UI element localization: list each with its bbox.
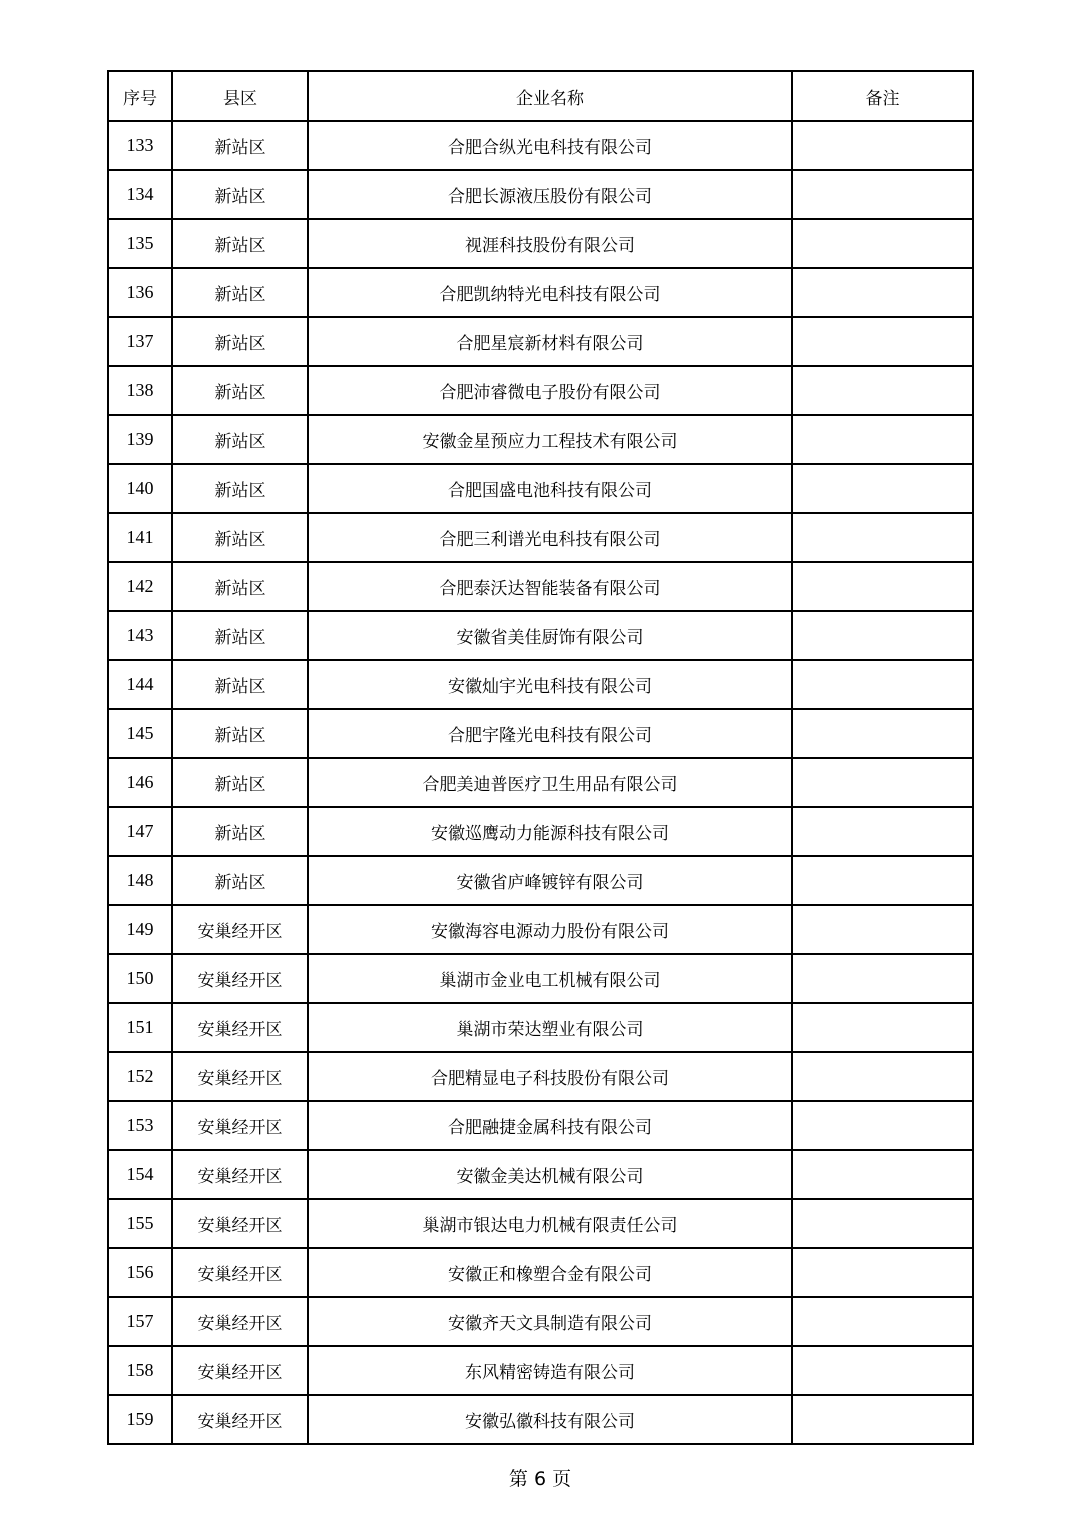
cell-enterprise-name: 合肥星宸新材料有限公司	[308, 317, 792, 366]
table-row	[108, 513, 973, 562]
cell-serial-number: 147	[108, 807, 172, 856]
cell-serial-number: 141	[108, 513, 172, 562]
table-row	[108, 1101, 973, 1150]
table-row	[108, 758, 973, 807]
cell-county: 新站区	[172, 758, 308, 807]
table-row	[108, 611, 973, 660]
table-body	[108, 121, 973, 1444]
table-row	[108, 464, 973, 513]
table-row	[108, 1248, 973, 1297]
cell-serial-number: 148	[108, 856, 172, 905]
cell-enterprise-name: 安徽金星预应力工程技术有限公司	[308, 415, 792, 464]
cell-serial-number: 144	[108, 660, 172, 709]
table-row	[108, 1199, 973, 1248]
table-row	[108, 366, 973, 415]
cell-enterprise-name: 安徽正和橡塑合金有限公司	[308, 1248, 792, 1297]
cell-remark	[792, 758, 973, 807]
cell-enterprise-name: 巢湖市银达电力机械有限责任公司	[308, 1199, 792, 1248]
cell-enterprise-name: 合肥长源液压股份有限公司	[308, 170, 792, 219]
table-row	[108, 1395, 973, 1444]
header-county: 县区	[172, 71, 308, 121]
cell-remark	[792, 611, 973, 660]
table-row	[108, 905, 973, 954]
cell-serial-number: 158	[108, 1346, 172, 1395]
cell-serial-number: 146	[108, 758, 172, 807]
table-row	[108, 856, 973, 905]
cell-enterprise-name: 安徽巡鹰动力能源科技有限公司	[308, 807, 792, 856]
table-header	[108, 71, 973, 121]
cell-enterprise-name: 合肥美迪普医疗卫生用品有限公司	[308, 758, 792, 807]
enterprise-list-table	[107, 70, 974, 1445]
cell-serial-number: 143	[108, 611, 172, 660]
cell-serial-number: 153	[108, 1101, 172, 1150]
cell-remark	[792, 1150, 973, 1199]
table-row	[108, 317, 973, 366]
cell-serial-number: 142	[108, 562, 172, 611]
cell-serial-number: 135	[108, 219, 172, 268]
cell-county: 新站区	[172, 709, 308, 758]
cell-county: 新站区	[172, 856, 308, 905]
cell-enterprise-name: 合肥精显电子科技股份有限公司	[308, 1052, 792, 1101]
cell-serial-number: 140	[108, 464, 172, 513]
table-row	[108, 121, 973, 170]
cell-county: 新站区	[172, 807, 308, 856]
cell-enterprise-name: 合肥合纵光电科技有限公司	[308, 121, 792, 170]
table-row	[108, 807, 973, 856]
cell-remark	[792, 121, 973, 170]
cell-enterprise-name: 合肥沛睿微电子股份有限公司	[308, 366, 792, 415]
cell-enterprise-name: 安徽海容电源动力股份有限公司	[308, 905, 792, 954]
cell-serial-number: 149	[108, 905, 172, 954]
cell-county: 安巢经开区	[172, 905, 308, 954]
cell-remark	[792, 1052, 973, 1101]
cell-serial-number: 134	[108, 170, 172, 219]
cell-serial-number: 139	[108, 415, 172, 464]
cell-county: 安巢经开区	[172, 1248, 308, 1297]
cell-remark	[792, 464, 973, 513]
table-row	[108, 219, 973, 268]
cell-county: 新站区	[172, 513, 308, 562]
enterprise-list-table-wrapper	[107, 70, 972, 1445]
cell-remark	[792, 954, 973, 1003]
cell-serial-number: 154	[108, 1150, 172, 1199]
table-row	[108, 1150, 973, 1199]
cell-county: 新站区	[172, 611, 308, 660]
header-remark: 备注	[792, 71, 973, 121]
cell-serial-number: 137	[108, 317, 172, 366]
cell-county: 安巢经开区	[172, 1101, 308, 1150]
table-row	[108, 268, 973, 317]
table-row	[108, 954, 973, 1003]
cell-remark	[792, 366, 973, 415]
header-serial-number: 序号	[108, 71, 172, 121]
header-enterprise-name: 企业名称	[308, 71, 792, 121]
cell-remark	[792, 219, 973, 268]
cell-enterprise-name: 合肥国盛电池科技有限公司	[308, 464, 792, 513]
cell-county: 新站区	[172, 464, 308, 513]
cell-enterprise-name: 合肥融捷金属科技有限公司	[308, 1101, 792, 1150]
table-row	[108, 1297, 973, 1346]
page-number: 第 6 页	[508, 1468, 572, 1490]
cell-county: 安巢经开区	[172, 1395, 308, 1444]
cell-county: 安巢经开区	[172, 1052, 308, 1101]
cell-remark	[792, 415, 973, 464]
cell-remark	[792, 660, 973, 709]
cell-enterprise-name: 安徽弘徽科技有限公司	[308, 1395, 792, 1444]
cell-enterprise-name: 安徽省美佳厨饰有限公司	[308, 611, 792, 660]
cell-serial-number: 133	[108, 121, 172, 170]
cell-enterprise-name: 合肥宇隆光电科技有限公司	[308, 709, 792, 758]
cell-county: 新站区	[172, 366, 308, 415]
cell-enterprise-name: 东风精密铸造有限公司	[308, 1346, 792, 1395]
cell-remark	[792, 170, 973, 219]
table-row	[108, 709, 973, 758]
cell-serial-number: 145	[108, 709, 172, 758]
cell-remark	[792, 905, 973, 954]
cell-county: 新站区	[172, 170, 308, 219]
cell-remark	[792, 1101, 973, 1150]
cell-county: 新站区	[172, 317, 308, 366]
cell-remark	[792, 709, 973, 758]
cell-enterprise-name: 视涯科技股份有限公司	[308, 219, 792, 268]
table-row	[108, 170, 973, 219]
table-row	[108, 1346, 973, 1395]
cell-enterprise-name: 巢湖市金业电工机械有限公司	[308, 954, 792, 1003]
cell-serial-number: 138	[108, 366, 172, 415]
cell-serial-number: 136	[108, 268, 172, 317]
cell-county: 新站区	[172, 121, 308, 170]
cell-remark	[792, 1003, 973, 1052]
cell-county: 安巢经开区	[172, 1003, 308, 1052]
table-row	[108, 660, 973, 709]
cell-enterprise-name: 合肥泰沃达智能装备有限公司	[308, 562, 792, 611]
cell-remark	[792, 1199, 973, 1248]
cell-serial-number: 159	[108, 1395, 172, 1444]
cell-serial-number: 151	[108, 1003, 172, 1052]
cell-remark	[792, 807, 973, 856]
cell-remark	[792, 1395, 973, 1444]
cell-remark	[792, 1346, 973, 1395]
cell-county: 安巢经开区	[172, 954, 308, 1003]
cell-county: 安巢经开区	[172, 1150, 308, 1199]
cell-remark	[792, 562, 973, 611]
cell-serial-number: 156	[108, 1248, 172, 1297]
cell-county: 安巢经开区	[172, 1199, 308, 1248]
cell-county: 新站区	[172, 268, 308, 317]
cell-remark	[792, 268, 973, 317]
cell-county: 安巢经开区	[172, 1297, 308, 1346]
cell-enterprise-name: 合肥三利谱光电科技有限公司	[308, 513, 792, 562]
table-row	[108, 1003, 973, 1052]
cell-enterprise-name: 安徽灿宇光电科技有限公司	[308, 660, 792, 709]
cell-remark	[792, 1297, 973, 1346]
table-row	[108, 562, 973, 611]
cell-enterprise-name: 安徽齐天文具制造有限公司	[308, 1297, 792, 1346]
cell-county: 新站区	[172, 562, 308, 611]
cell-county: 安巢经开区	[172, 1346, 308, 1395]
cell-serial-number: 150	[108, 954, 172, 1003]
cell-remark	[792, 317, 973, 366]
cell-serial-number: 155	[108, 1199, 172, 1248]
header-row	[108, 71, 973, 121]
cell-enterprise-name: 安徽省庐峰镀锌有限公司	[308, 856, 792, 905]
cell-serial-number: 152	[108, 1052, 172, 1101]
table-row	[108, 1052, 973, 1101]
cell-enterprise-name: 安徽金美达机械有限公司	[308, 1150, 792, 1199]
cell-enterprise-name: 合肥凯纳特光电科技有限公司	[308, 268, 792, 317]
table-row	[108, 415, 973, 464]
cell-remark	[792, 856, 973, 905]
cell-county: 新站区	[172, 415, 308, 464]
cell-county: 新站区	[172, 660, 308, 709]
cell-remark	[792, 513, 973, 562]
cell-serial-number: 157	[108, 1297, 172, 1346]
cell-enterprise-name: 巢湖市荣达塑业有限公司	[308, 1003, 792, 1052]
cell-county: 新站区	[172, 219, 308, 268]
cell-remark	[792, 1248, 973, 1297]
